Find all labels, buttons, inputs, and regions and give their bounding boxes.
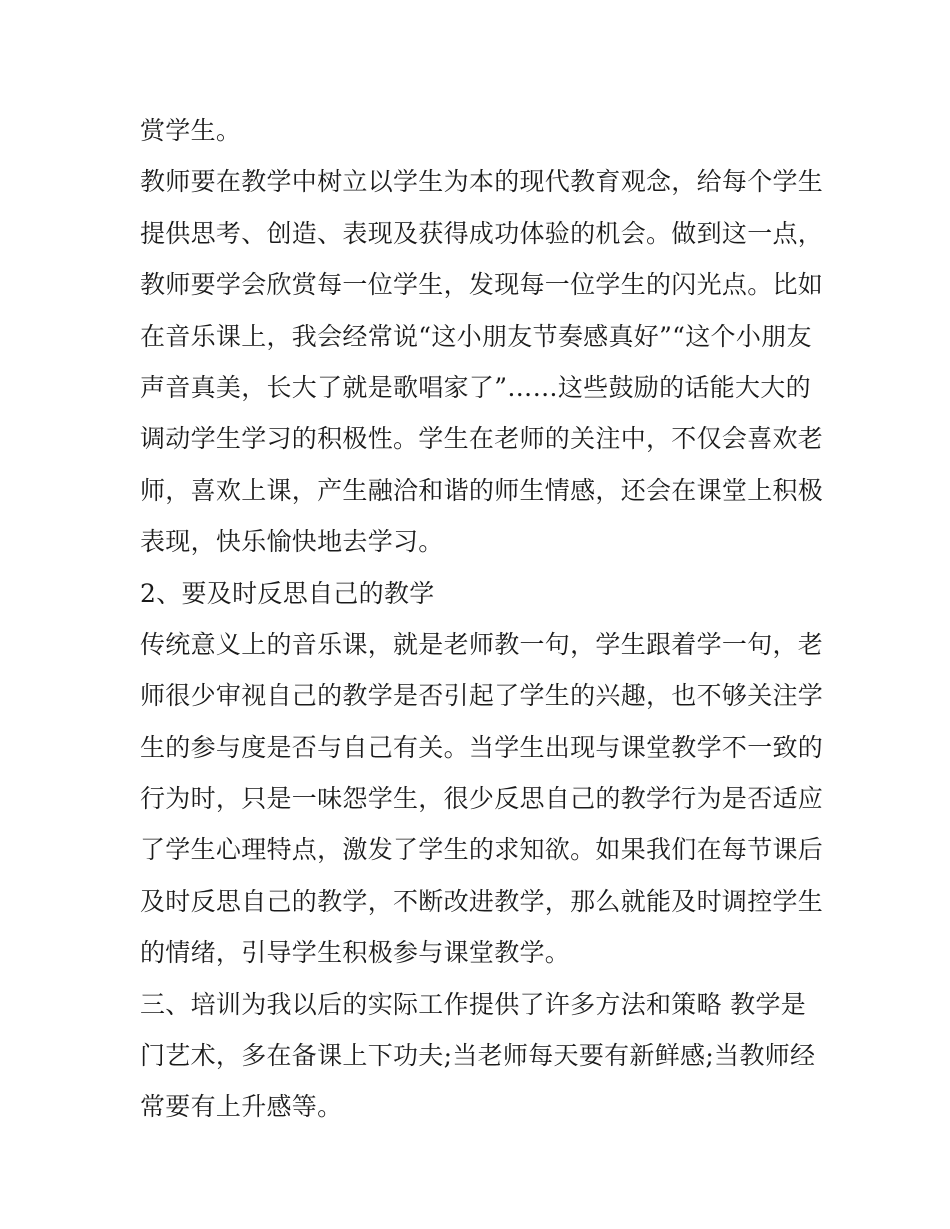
text-line: 提供思考、创造、表现及获得成功体验的机会。做到这一点， [140,218,824,248]
text-line: 生的参与度是否与自己有关。当学生出现与课堂教学不一致的 [140,732,824,762]
section-heading: 三、培训为我以后的实际工作提供了许多方法和策略 教学是 [140,989,807,1019]
text-line: 行为时，只是一味怨学生，很少反思自己的教学行为是否适应 [140,784,824,814]
text-line: 在音乐课上，我会经常说“这小朋友节奏感真好”“这个小朋友 [140,321,812,351]
text-line: 赏学生。 [140,116,242,145]
section-heading: 2、要及时反思自己的教学 [140,578,435,608]
text-line: 传统意义上的音乐课，就是老师教一句，学生跟着学一句，老 [140,629,824,659]
text-line: 教师要学会欣赏每一位学生，发现每一位学生的闪光点。比如 [140,270,824,300]
text-line: 师很少审视自己的教学是否引起了学生的兴趣，也不够关注学 [140,681,824,711]
text-line: 常要有上升感等。 [140,1092,343,1122]
text-line: 师，喜欢上课，产生融洽和谐的师生情感，还会在课堂上积极 [140,475,824,505]
text-line: 教师要在教学中树立以学生为本的现代教育观念，给每个学生 [140,167,824,197]
text-line: 表现，快乐愉快地去学习。 [140,527,444,557]
text-line: 的情绪，引导学生积极参与课堂教学。 [140,938,571,968]
text-line: 及时反思自己的教学，不断改进教学，那么就能及时调控学生 [140,886,824,916]
text-line: 了学生心理特点，激发了学生的求知欲。如果我们在每节课后 [140,835,824,865]
body-text [140,105,824,1133]
text-line: 调动学生学习的积极性。学生在老师的关注中，不仅会喜欢老 [140,424,824,454]
text-line: 声音真美，长大了就是歌唱家了”……这些鼓励的话能大大的 [140,372,811,402]
text-line: 门艺术，多在备课上下功夫;当老师每天要有新鲜感;当教师经 [140,1041,816,1071]
